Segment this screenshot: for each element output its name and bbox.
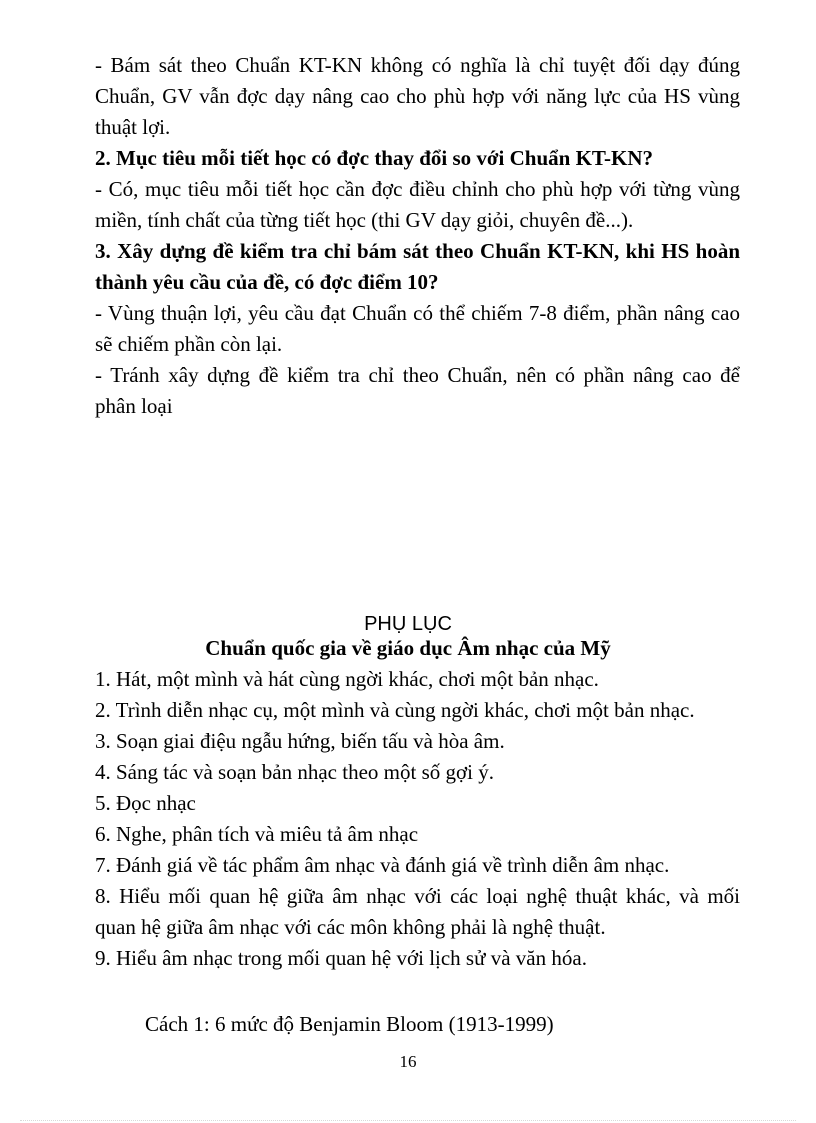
paragraph-line: - Vùng thuận lợi, yêu cầu đạt Chuẩn có thể chiếm 7-8 điểm, phần nâng cao (95, 301, 740, 325)
footer-divider (20, 1120, 796, 1121)
paragraph-line: sẽ chiếm phần còn lại. (95, 332, 283, 356)
question-heading-3: 3. Xây dựng đề kiểm tra chỉ bám sát theo Chuẩn KT-KN, khi HS hoàn (95, 239, 740, 263)
question-heading-2: 2. Mục tiêu mỗi tiết học có đợc thay đổi so với Chuẩn KT-KN? (95, 146, 653, 170)
paragraph-line: thuật lợi. (95, 115, 171, 139)
page-number: 16 (399, 1052, 417, 1071)
paragraph-line: Chuẩn, GV vẫn đợc dạy nâng cao cho phù hợp với năng lực của HS vùng (95, 84, 740, 108)
list-item: 5. Đọc nhạc (95, 791, 196, 815)
list-item: 8. Hiểu mối quan hệ giữa âm nhạc với các loại nghệ thuật khác, và mối (95, 884, 740, 908)
list-item: quan hệ giữa âm nhạc với các môn không phải là nghệ thuật. (95, 915, 606, 939)
list-item: 3. Soạn giai điệu ngẫu hứng, biến tấu và hòa âm. (95, 729, 505, 753)
list-item: 9. Hiểu âm nhạc trong mối quan hệ với lịch sử và văn hóa. (95, 946, 587, 970)
list-item: 4. Sáng tác và soạn bản nhạc theo một số gợi ý. (95, 760, 494, 784)
appendix-subtitle: Chuẩn quốc gia về giáo dục Âm nhạc của Mỹ (205, 636, 611, 660)
paragraph-line: phân loại (95, 394, 173, 418)
standards-list (95, 664, 740, 974)
question-heading-3-cont: thành yêu cầu của đề, có đợc điểm 10? (95, 270, 439, 294)
paragraph-line: - Có, mục tiêu mỗi tiết học cần đợc điều chỉnh cho phù hợp với từng vùng (95, 177, 740, 201)
paragraph-line: - Tránh xây dựng đề kiểm tra chỉ theo Chuẩn, nên có phần nâng cao để (95, 363, 740, 387)
appendix-title: PHỤ LỤC (364, 613, 452, 635)
paragraph-line: miền, tính chất của từng tiết học (thi GV dạy giỏi, chuyên đề...). (95, 208, 634, 232)
list-item: 6. Nghe, phân tích và miêu tả âm nhạc (95, 822, 419, 846)
list-item: 1. Hát, một mình và hát cùng ngời khác, chơi một bản nhạc. (95, 667, 599, 691)
paragraph-line: - Bám sát theo Chuẩn KT-KN không có nghĩa là chỉ tuyệt đối dạy đúng (95, 53, 740, 77)
list-item: 7. Đánh giá về tác phẩm âm nhạc và đánh giá về trình diễn âm nhạc. (95, 853, 670, 877)
bloom-heading: Cách 1: 6 mức độ Benjamin Bloom (1913-1999) (145, 1012, 554, 1036)
faq-section (95, 50, 740, 422)
list-item: 2. Trình diễn nhạc cụ, một mình và cùng ngời khác, chơi một bản nhạc. (95, 698, 695, 722)
